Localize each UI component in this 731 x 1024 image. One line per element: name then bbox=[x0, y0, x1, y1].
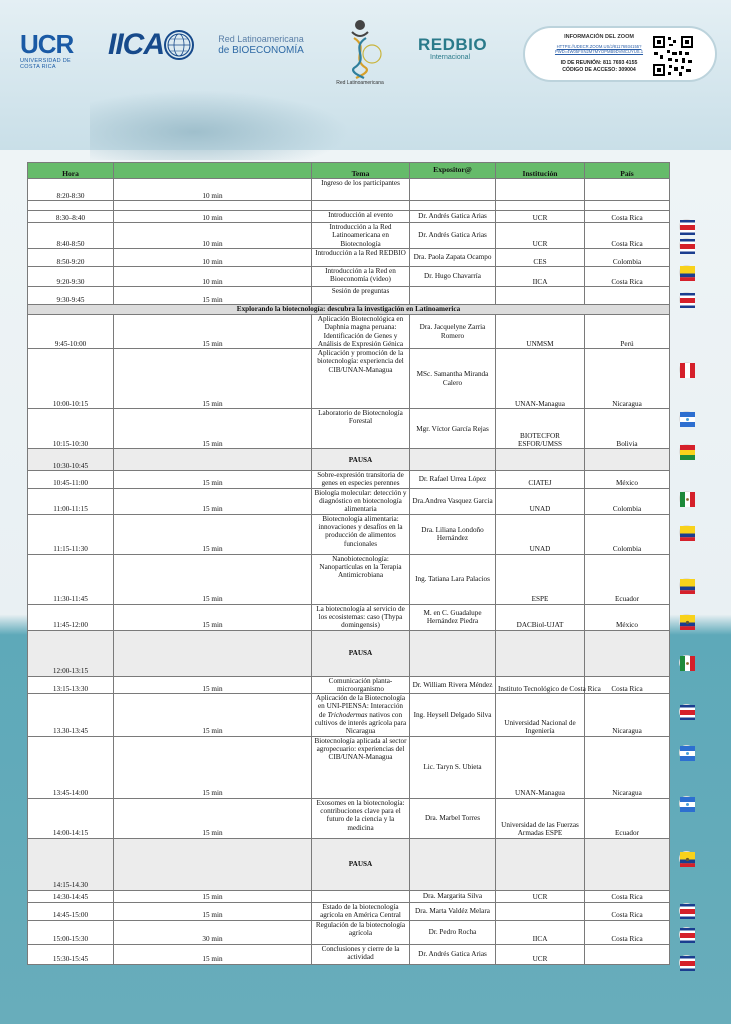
institution-cell: DACBiol-UJAT bbox=[496, 604, 585, 630]
country-cell: Colombia bbox=[585, 488, 670, 514]
table-row bbox=[28, 736, 670, 798]
institution-cell bbox=[496, 902, 585, 920]
duration-cell: 15 min bbox=[114, 944, 312, 964]
duration-cell: 15 min bbox=[114, 488, 312, 514]
country-cell: Perú bbox=[585, 315, 670, 349]
speaker-cell: Lic. Taryn S. Ubieta bbox=[410, 736, 496, 798]
table-row bbox=[28, 349, 670, 409]
country-cell: Nicaragua bbox=[585, 694, 670, 736]
speaker-cell: Ing. Tatiana Lara Palacios bbox=[410, 554, 496, 604]
country-cell bbox=[585, 944, 670, 964]
topic-cell: Biotecnología aplicada al sector agropecuario: experiencias del CIB/UNAN-Managua bbox=[312, 736, 410, 798]
table-row bbox=[28, 676, 670, 694]
zoom-meeting-id bbox=[539, 60, 659, 74]
duration-cell: 15 min bbox=[114, 514, 312, 554]
bioeconomia-logo bbox=[206, 34, 316, 57]
institution-cell: UCR bbox=[496, 890, 585, 902]
time-cell: 10:00-10:15 bbox=[28, 349, 114, 409]
redbio-logo bbox=[418, 36, 498, 61]
topic-cell: Introducción a la Red Latinoamericana en Biotecnología bbox=[312, 223, 410, 249]
spacer-row bbox=[28, 201, 670, 211]
institution-cell: CIATEJ bbox=[496, 471, 585, 489]
empty-cell bbox=[585, 449, 670, 471]
table-row bbox=[28, 315, 670, 349]
pause-cell: PAUSA bbox=[312, 838, 410, 890]
country-cell: Costa Rica bbox=[585, 267, 670, 287]
empty-cell bbox=[496, 838, 585, 890]
bioeconomia-logo-line1: Red Latinoamericana bbox=[218, 34, 304, 44]
institution-cell: UNAN-Managua bbox=[496, 349, 585, 409]
country-cell: Ecuador bbox=[585, 554, 670, 604]
costa-rica-flag-icon bbox=[679, 292, 694, 307]
empty-cell bbox=[585, 838, 670, 890]
institution-cell bbox=[496, 287, 585, 305]
duration-cell: 15 min bbox=[114, 798, 312, 838]
institution-cell: Universidad Nacional de Ingeniería bbox=[496, 694, 585, 736]
topic-text: Aplicación de la Biotecnología en UNI-PIENSA: Interacción de bbox=[315, 694, 406, 719]
duration-cell: 15 min bbox=[114, 554, 312, 604]
table-row bbox=[28, 944, 670, 964]
speaker-cell: Mgr. Víctor García Rejas bbox=[410, 409, 496, 449]
duration-cell: 30 min bbox=[114, 920, 312, 944]
costa-rica-flag-icon bbox=[679, 955, 694, 970]
nicaragua-flag-icon bbox=[679, 796, 694, 811]
speaker-cell: Dr. Rafael Urrea López bbox=[410, 471, 496, 489]
duration-cell: 15 min bbox=[114, 287, 312, 305]
country-cell: Colombia bbox=[585, 249, 670, 267]
redbio-logo-text: REDBIO bbox=[418, 35, 488, 54]
table-row bbox=[28, 902, 670, 920]
empty-cell bbox=[496, 630, 585, 676]
header-duration bbox=[114, 163, 312, 179]
table-row bbox=[28, 179, 670, 201]
topic-cell: Aplicación y promoción de la biotecnología: experiencia del CIB/UNAN-Managua bbox=[312, 349, 410, 409]
duration-cell: 15 min bbox=[114, 676, 312, 694]
empty-cell bbox=[496, 449, 585, 471]
country-cell: Colombia bbox=[585, 514, 670, 554]
speaker-cell bbox=[410, 287, 496, 305]
topic-cell bbox=[312, 694, 410, 736]
topic-cell: Introducción a la Red REDBIO bbox=[312, 249, 410, 267]
bolivia-flag-icon bbox=[679, 444, 694, 459]
country-cell bbox=[585, 287, 670, 305]
speaker-cell bbox=[410, 179, 496, 201]
duration-cell bbox=[114, 630, 312, 676]
institution-cell: Instituto Tecnológico de Costa Rica bbox=[496, 676, 585, 694]
time-cell: 8:40-8:50 bbox=[28, 223, 114, 249]
country-cell bbox=[585, 179, 670, 201]
topic-cell: Comunicación planta-microorganismo bbox=[312, 676, 410, 694]
speaker-cell: MSc. Samantha Miranda Calero bbox=[410, 349, 496, 409]
zoom-info-box bbox=[523, 26, 717, 82]
empty-cell bbox=[410, 449, 496, 471]
table-row bbox=[28, 305, 670, 315]
header-expositor: Expositor@ bbox=[410, 163, 496, 179]
country-cell: Bolivia bbox=[585, 409, 670, 449]
topic-text: nativos con cultivos de interés agrícola para Nicaragua bbox=[314, 710, 407, 736]
topic-cell bbox=[312, 890, 410, 902]
duration-cell: 10 min bbox=[114, 179, 312, 201]
duration-cell: 15 min bbox=[114, 694, 312, 736]
institution-cell: UNAD bbox=[496, 488, 585, 514]
table-row bbox=[28, 694, 670, 736]
speaker-cell: Dra. Marbel Torres bbox=[410, 798, 496, 838]
spacer-cell bbox=[410, 201, 496, 211]
country-cell: Nicaragua bbox=[585, 349, 670, 409]
time-cell: 14:30-14:45 bbox=[28, 890, 114, 902]
country-cell: Costa Rica bbox=[585, 676, 670, 694]
duration-cell: 15 min bbox=[114, 315, 312, 349]
spacer-cell bbox=[28, 201, 114, 211]
duration-cell bbox=[114, 449, 312, 471]
empty-cell bbox=[585, 630, 670, 676]
duration-cell: 10 min bbox=[114, 249, 312, 267]
topic-cell: Introducción a la Red en Bioeconomía (video) bbox=[312, 267, 410, 287]
institution-cell: Universidad de las Fuerzas Armadas ESPE bbox=[496, 798, 585, 838]
time-cell: 9:45-10:00 bbox=[28, 315, 114, 349]
time-cell: 12:00-13:15 bbox=[28, 630, 114, 676]
iica-logo bbox=[108, 28, 196, 64]
topic-cell: Biotecnología alimentaria: innovaciones y desafíos en la producción de alimentos funcionales bbox=[312, 514, 410, 554]
peru-flag-icon bbox=[679, 362, 694, 377]
table-row bbox=[28, 630, 670, 676]
table-row bbox=[28, 554, 670, 604]
institution-cell: IICA bbox=[496, 920, 585, 944]
table-row bbox=[28, 449, 670, 471]
country-cell: Ecuador bbox=[585, 798, 670, 838]
costa-rica-flag-icon bbox=[679, 704, 694, 719]
speaker-cell: Dra.Andrea Vasquez Garcia bbox=[410, 488, 496, 514]
time-cell: 8:20-8:30 bbox=[28, 179, 114, 201]
colombia-flag-icon bbox=[679, 265, 694, 280]
time-cell: 11:15-11:30 bbox=[28, 514, 114, 554]
costa-rica-flag-icon bbox=[679, 927, 694, 942]
duration-cell: 10 min bbox=[114, 267, 312, 287]
speaker-cell: Dra. Liliana Londoño Hernández bbox=[410, 514, 496, 554]
topic-cell: Sobre-expresión transitoria de genes en especies perennes bbox=[312, 471, 410, 489]
table-row bbox=[28, 409, 670, 449]
duration-cell: 15 min bbox=[114, 604, 312, 630]
topic-cell: La biotecnología al servicio de los ecosistemas: caso (Thypa domingensis) bbox=[312, 604, 410, 630]
header-pais: País bbox=[585, 163, 670, 179]
time-cell: 14:00-14:15 bbox=[28, 798, 114, 838]
topic-cell: Exosomes en la biotecnología: contribuciones clave para el futuro de la ciencia y la medicina bbox=[312, 798, 410, 838]
ecuador-flag-icon bbox=[679, 614, 694, 629]
institution-cell: IICA bbox=[496, 267, 585, 287]
table-row bbox=[28, 514, 670, 554]
topic-cell: Regulación de la biotecnología agrícola bbox=[312, 920, 410, 944]
topic-cell: Ingreso de los participantes bbox=[312, 179, 410, 201]
speaker-cell: Dr. Pedro Rocha bbox=[410, 920, 496, 944]
header-tema: Tema bbox=[312, 163, 410, 179]
country-cell: Costa Rica bbox=[585, 211, 670, 223]
speaker-cell: Dra. Jacquelyne Zarria Romero bbox=[410, 315, 496, 349]
empty-cell bbox=[410, 630, 496, 676]
mexico-flag-icon bbox=[679, 491, 694, 506]
nicaragua-flag-icon bbox=[679, 411, 694, 426]
ucr-logo-subtitle: UNIVERSIDAD DE COSTA RICA bbox=[20, 58, 71, 70]
table-row bbox=[28, 287, 670, 305]
speaker-cell: Dra. Margarita Silva bbox=[410, 890, 496, 902]
country-cell: Nicaragua bbox=[585, 736, 670, 798]
zoom-meeting-id-text: ID DE REUNIÓN: 811 7693 4155 bbox=[560, 60, 638, 66]
table-row bbox=[28, 211, 670, 223]
table-row bbox=[28, 488, 670, 514]
speaker-cell: Ing. Heysell Delgado Silva bbox=[410, 694, 496, 736]
costa-rica-flag-icon bbox=[679, 903, 694, 918]
table-row bbox=[28, 223, 670, 249]
qr-code-icon[interactable] bbox=[651, 34, 695, 78]
country-cell: Costa Rica bbox=[585, 920, 670, 944]
ecuador-flag-icon bbox=[679, 851, 694, 866]
spacer-cell bbox=[312, 201, 410, 211]
topic-cell: Aplicación Biotecnológica en Daphnia magna peruana: Identificación de Genes y Análisis de Expresión Génica bbox=[312, 315, 410, 349]
time-cell: 11:30-11:45 bbox=[28, 554, 114, 604]
dna-figure-icon bbox=[330, 18, 390, 80]
institution-cell: UCR bbox=[496, 223, 585, 249]
colombia-flag-icon bbox=[679, 578, 694, 593]
schedule-table bbox=[27, 162, 670, 965]
header-institucion: Institución bbox=[496, 163, 585, 179]
duration-cell: 15 min bbox=[114, 902, 312, 920]
time-cell: 13.30-13:45 bbox=[28, 694, 114, 736]
ucr-logo-text: UCR bbox=[20, 29, 74, 59]
spacer-cell bbox=[496, 201, 585, 211]
table-row bbox=[28, 798, 670, 838]
table-header-row bbox=[28, 163, 670, 179]
topic-cell: Estado de la biotecnología agrícola en América Central bbox=[312, 902, 410, 920]
iica-logo-text: IICA bbox=[108, 28, 164, 61]
topic-cell: Biología molecular: detección y diagnóstico en biotecnología alimentaria bbox=[312, 488, 410, 514]
spacer-cell bbox=[585, 201, 670, 211]
table-row bbox=[28, 267, 670, 287]
time-cell: 13:45-14:00 bbox=[28, 736, 114, 798]
table-row bbox=[28, 249, 670, 267]
speaker-cell: M. en C. Guadalupe Hernández Piedra bbox=[410, 604, 496, 630]
country-cell: Costa Rica bbox=[585, 890, 670, 902]
red-latinoamericana-logo-text: Red Latinoamericana bbox=[336, 80, 384, 86]
table-row bbox=[28, 890, 670, 902]
country-cell: México bbox=[585, 471, 670, 489]
speaker-cell: Dr. William Rivera Méndez bbox=[410, 676, 496, 694]
mexico-flag-icon bbox=[679, 655, 694, 670]
time-cell: 9:30-9:45 bbox=[28, 287, 114, 305]
time-cell: 8:30–8:40 bbox=[28, 211, 114, 223]
table-row bbox=[28, 471, 670, 489]
speaker-cell: Dra. Paola Zapata Ocampo bbox=[410, 249, 496, 267]
institution-cell: UCR bbox=[496, 944, 585, 964]
institution-cell: BIOTECFOR ESFOR/UMSS bbox=[496, 409, 585, 449]
institution-cell: UNAD bbox=[496, 514, 585, 554]
country-cell: Costa Rica bbox=[585, 223, 670, 249]
time-cell: 11:45-12:00 bbox=[28, 604, 114, 630]
red-latinoamericana-logo bbox=[330, 18, 390, 98]
duration-cell: 15 min bbox=[114, 736, 312, 798]
institution-cell: UNAN-Managua bbox=[496, 736, 585, 798]
pause-cell: PAUSA bbox=[312, 449, 410, 471]
institution-cell: UCR bbox=[496, 211, 585, 223]
topic-cell: Laboratorio de Biotecnología Forestal bbox=[312, 409, 410, 449]
speaker-cell: Dr. Hugo Chavarría bbox=[410, 267, 496, 287]
country-cell: México bbox=[585, 604, 670, 630]
table-row bbox=[28, 920, 670, 944]
table-row bbox=[28, 838, 670, 890]
duration-cell bbox=[114, 838, 312, 890]
institution-cell: CES bbox=[496, 249, 585, 267]
spacer-cell bbox=[114, 201, 312, 211]
zoom-info-title: INFORMACIÓN DEL ZOOM bbox=[564, 34, 634, 40]
redbio-logo-subtitle: Internacional bbox=[430, 54, 471, 61]
nicaragua-flag-icon bbox=[679, 745, 694, 760]
time-cell: 14:45-15:00 bbox=[28, 902, 114, 920]
zoom-access-code: CÓDIGO DE ACCESO: 309004 bbox=[562, 67, 636, 73]
zoom-link[interactable]: HTTPS://UDECR.ZOOM.US/J/81176934155?PWD=4W05FXN2M7MYOPMB9DVMCUYUS.1 bbox=[554, 44, 644, 54]
time-cell: 9:20-9:30 bbox=[28, 267, 114, 287]
time-cell: 15:30-15:45 bbox=[28, 944, 114, 964]
time-cell: 11:00-11:15 bbox=[28, 488, 114, 514]
institution-cell: UNMSM bbox=[496, 315, 585, 349]
ucr-logo bbox=[20, 30, 90, 70]
pause-cell: PAUSA bbox=[312, 630, 410, 676]
table-row bbox=[28, 604, 670, 630]
duration-cell: 10 min bbox=[114, 223, 312, 249]
speaker-cell: Dr. Andrés Gatica Arias bbox=[410, 223, 496, 249]
header-decoration bbox=[90, 90, 350, 160]
costa-rica-flag-icon bbox=[679, 219, 694, 234]
country-cell: Costa Rica bbox=[585, 902, 670, 920]
bioeconomia-logo-line2: de BIOECONOMÍA bbox=[218, 45, 304, 56]
topic-cell: Conclusiones y cierre de la actividad bbox=[312, 944, 410, 964]
time-cell: 10:45-11:00 bbox=[28, 471, 114, 489]
time-cell: 8:50-9:20 bbox=[28, 249, 114, 267]
duration-cell: 10 min bbox=[114, 211, 312, 223]
colombia-flag-icon bbox=[679, 525, 694, 540]
time-cell: 10:15-10:30 bbox=[28, 409, 114, 449]
institution-cell bbox=[496, 179, 585, 201]
institution-cell: ESPE bbox=[496, 554, 585, 604]
duration-cell: 15 min bbox=[114, 409, 312, 449]
empty-cell bbox=[410, 838, 496, 890]
topic-cell: Nanobiotecnología: Nanopartículas en la Terapia Antimicrobiana bbox=[312, 554, 410, 604]
time-cell: 10:30-10:45 bbox=[28, 449, 114, 471]
globe-icon bbox=[164, 30, 194, 60]
time-cell: 15:00-15:30 bbox=[28, 920, 114, 944]
costa-rica-flag-icon bbox=[679, 238, 694, 253]
topic-cell: Sesión de preguntas bbox=[312, 287, 410, 305]
time-cell: 13:15-13:30 bbox=[28, 676, 114, 694]
speaker-cell: Dra. Marta Valdéz Melara bbox=[410, 902, 496, 920]
header-hora: Hora bbox=[28, 163, 114, 179]
section-heading: Explorando la biotecnología: descubra la investigación en Latinoamerica bbox=[28, 305, 670, 315]
duration-cell: 15 min bbox=[114, 349, 312, 409]
duration-cell: 15 min bbox=[114, 471, 312, 489]
topic-emphasis: Trichodermas bbox=[327, 710, 368, 719]
topic-cell: Introducción al evento bbox=[312, 211, 410, 223]
speaker-cell: Dr. Andrés Gatica Arias bbox=[410, 211, 496, 223]
speaker-cell: Dr. Andrés Gatica Arias bbox=[410, 944, 496, 964]
duration-cell: 15 min bbox=[114, 890, 312, 902]
time-cell: 14:15-14.30 bbox=[28, 838, 114, 890]
